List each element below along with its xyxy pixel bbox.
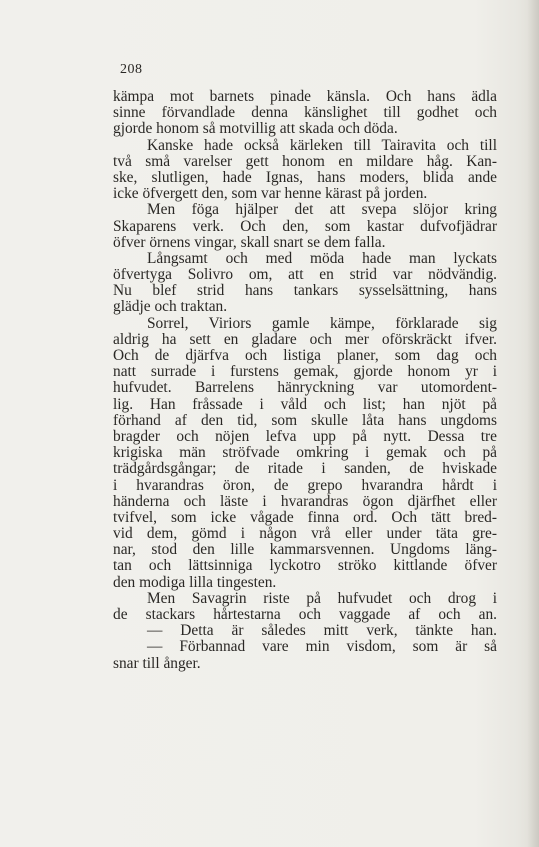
text-line: Långsamt och med möda hade man lyckats — [147, 249, 497, 267]
text-line: Och de djärfva och listiga planer, som dag och — [113, 347, 497, 364]
text-line: ske, slutligen, hade Ignas, hans moders, blida ande — [113, 168, 497, 186]
text-line: de stackars hårtestarna och vaggade af och an. — [113, 606, 497, 623]
text-line: — Förbannad vare min visdom, som är så — [147, 638, 497, 656]
text-line: icke öfvergett den, som var henne kärast på jorden. — [113, 185, 428, 203]
text-line: — Detta är således mitt verk, tänkte han. — [147, 622, 497, 640]
text-line: trädgårdsgångar; de ritade i sanden, de hviskade — [113, 460, 497, 478]
text-line: hufvudet. Barrelens hänryckning var utomordent- — [113, 379, 497, 397]
text-line: Skaparens verk. Och den, som kastar dufvofjädrar — [113, 217, 497, 235]
text-line: lig. Han fråssade i våld och list; han njöt på — [113, 395, 497, 413]
text-line: nar, stod den lille kammarsvennen. Ungdoms läng- — [113, 541, 497, 559]
text-line: två små varelser gett honom en mildare håg. Kan- — [113, 152, 497, 170]
text-line: öfver örnens vingar, skall snart se dem falla. — [113, 233, 386, 251]
text-line: förhand af den tid, som skulle låta hans ungdoms — [113, 411, 497, 429]
text-line: gjorde honom så motvillig att skada och döda. — [113, 120, 398, 138]
text-line: Sorrel, Viriors gamle kämpe, förklarade sig — [147, 314, 497, 332]
text-line: bragder och nöjen lefva upp på nytt. Dessa tre — [113, 427, 497, 445]
text-line: snar till ånger. — [113, 654, 201, 672]
text-line: sinne förvandlade denna känslighet till godhet och — [113, 104, 497, 122]
text-line: kämpa mot barnets pinade känsla. Och hans ädla — [113, 88, 497, 105]
text-line: händerna och läste i hvarandras ögon djärfhet eller — [113, 492, 497, 510]
text-line: tan och lättsinniga lyckotro ströko kittlande öfver — [113, 557, 497, 575]
text-line: vid dem, gömd i någon vrå eller under täta gre- — [113, 525, 497, 543]
text-line: krigiska män ströfvade omkring i gemak och på — [113, 444, 497, 462]
text-line: i hvarandras öron, de grepo hvarandra hårdt i — [113, 476, 497, 494]
text-line: natt surrade i furstens gemak, gjorde honom yr i — [113, 363, 497, 381]
text-line: Nu blef strid hans tankars sysselsättning, hans — [113, 282, 497, 300]
text-line: aldrig ha sett en gladare och mer oförskräckt ifver. — [113, 330, 497, 348]
page-edge-shadow — [527, 0, 539, 847]
text-line: öfvertyga Solivro om, att en strid var nödvändig. — [113, 266, 497, 284]
text-line: Men Savagrin riste på hufvudet och drog i — [147, 589, 497, 607]
body-text — [113, 89, 497, 672]
text-line: tvifvel, som icke vågade finna ord. Och tätt bred- — [113, 508, 497, 526]
text-line: Men föga hjälper det att svepa slöjor kring — [147, 201, 497, 219]
text-line: Kanske hade också kärleken till Tairavita och till — [147, 136, 497, 154]
text-line: den modiga lilla tingesten. — [113, 573, 277, 591]
text-line: glädje och traktan. — [113, 298, 228, 316]
page-number: 208 — [120, 62, 143, 77]
